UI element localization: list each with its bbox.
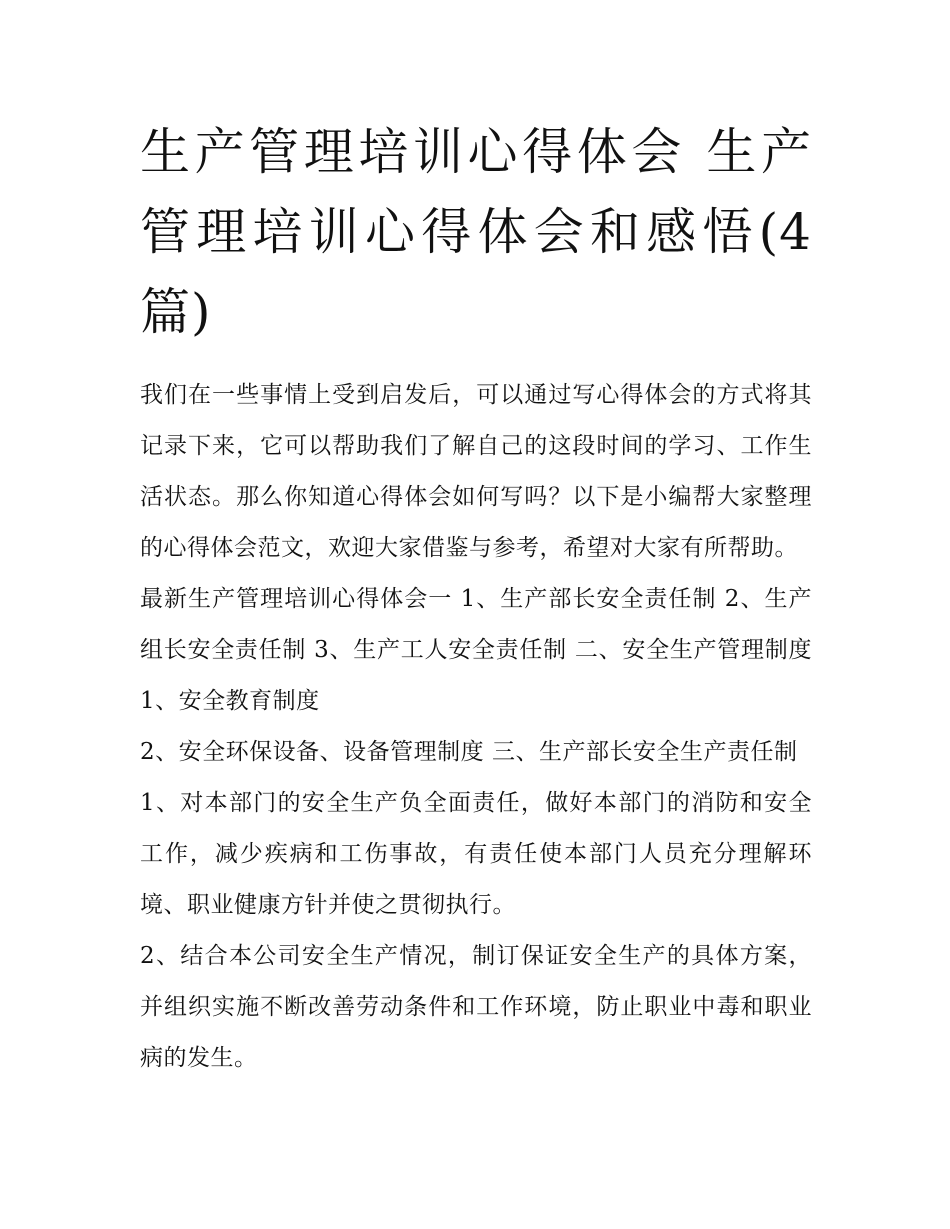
- intro-paragraph: 我们在一些事情上受到启发后，可以通过写心得体会的方式将其记录下来，它可以帮助我们了解自己的这段时间的学习、工作生活状态。那么你知道心得体会如何写吗？以下是小编帮大家整理的心得体会范文，欢迎大家借鉴与参考，希望对大家有所帮助。: [140, 382, 812, 561]
- document-title: 生产管理培训心得体会 生产管理培训心得体会和感悟(4篇): [140, 123, 812, 341]
- list-item-paragraph: 2、结合本公司安全生产情况，制订保证安全生产的具体方案，并组织实施不断改善劳动条件和工作环境，防止职业中毒和职业病的发生。: [140, 943, 812, 1071]
- list-item-paragraph: 2、安全环保设备、设备管理制度 三、生产部长安全生产责任制: [140, 739, 798, 765]
- list-item-paragraph: 1、对本部门的安全生产负全面责任，做好本部门的消防和安全工作，减少疾病和工伤事故，有责任使本部门人员充分理解环境、职业健康方针并使之贯彻执行。: [140, 790, 812, 918]
- document-page: [140, 112, 812, 1084]
- section-one-paragraph: 最新生产管理培训心得体会一 1、生产部长安全责任制 2、生产组长安全责任制 3、生产工人安全责任制 二、安全生产管理制度 1、安全教育制度: [140, 586, 812, 714]
